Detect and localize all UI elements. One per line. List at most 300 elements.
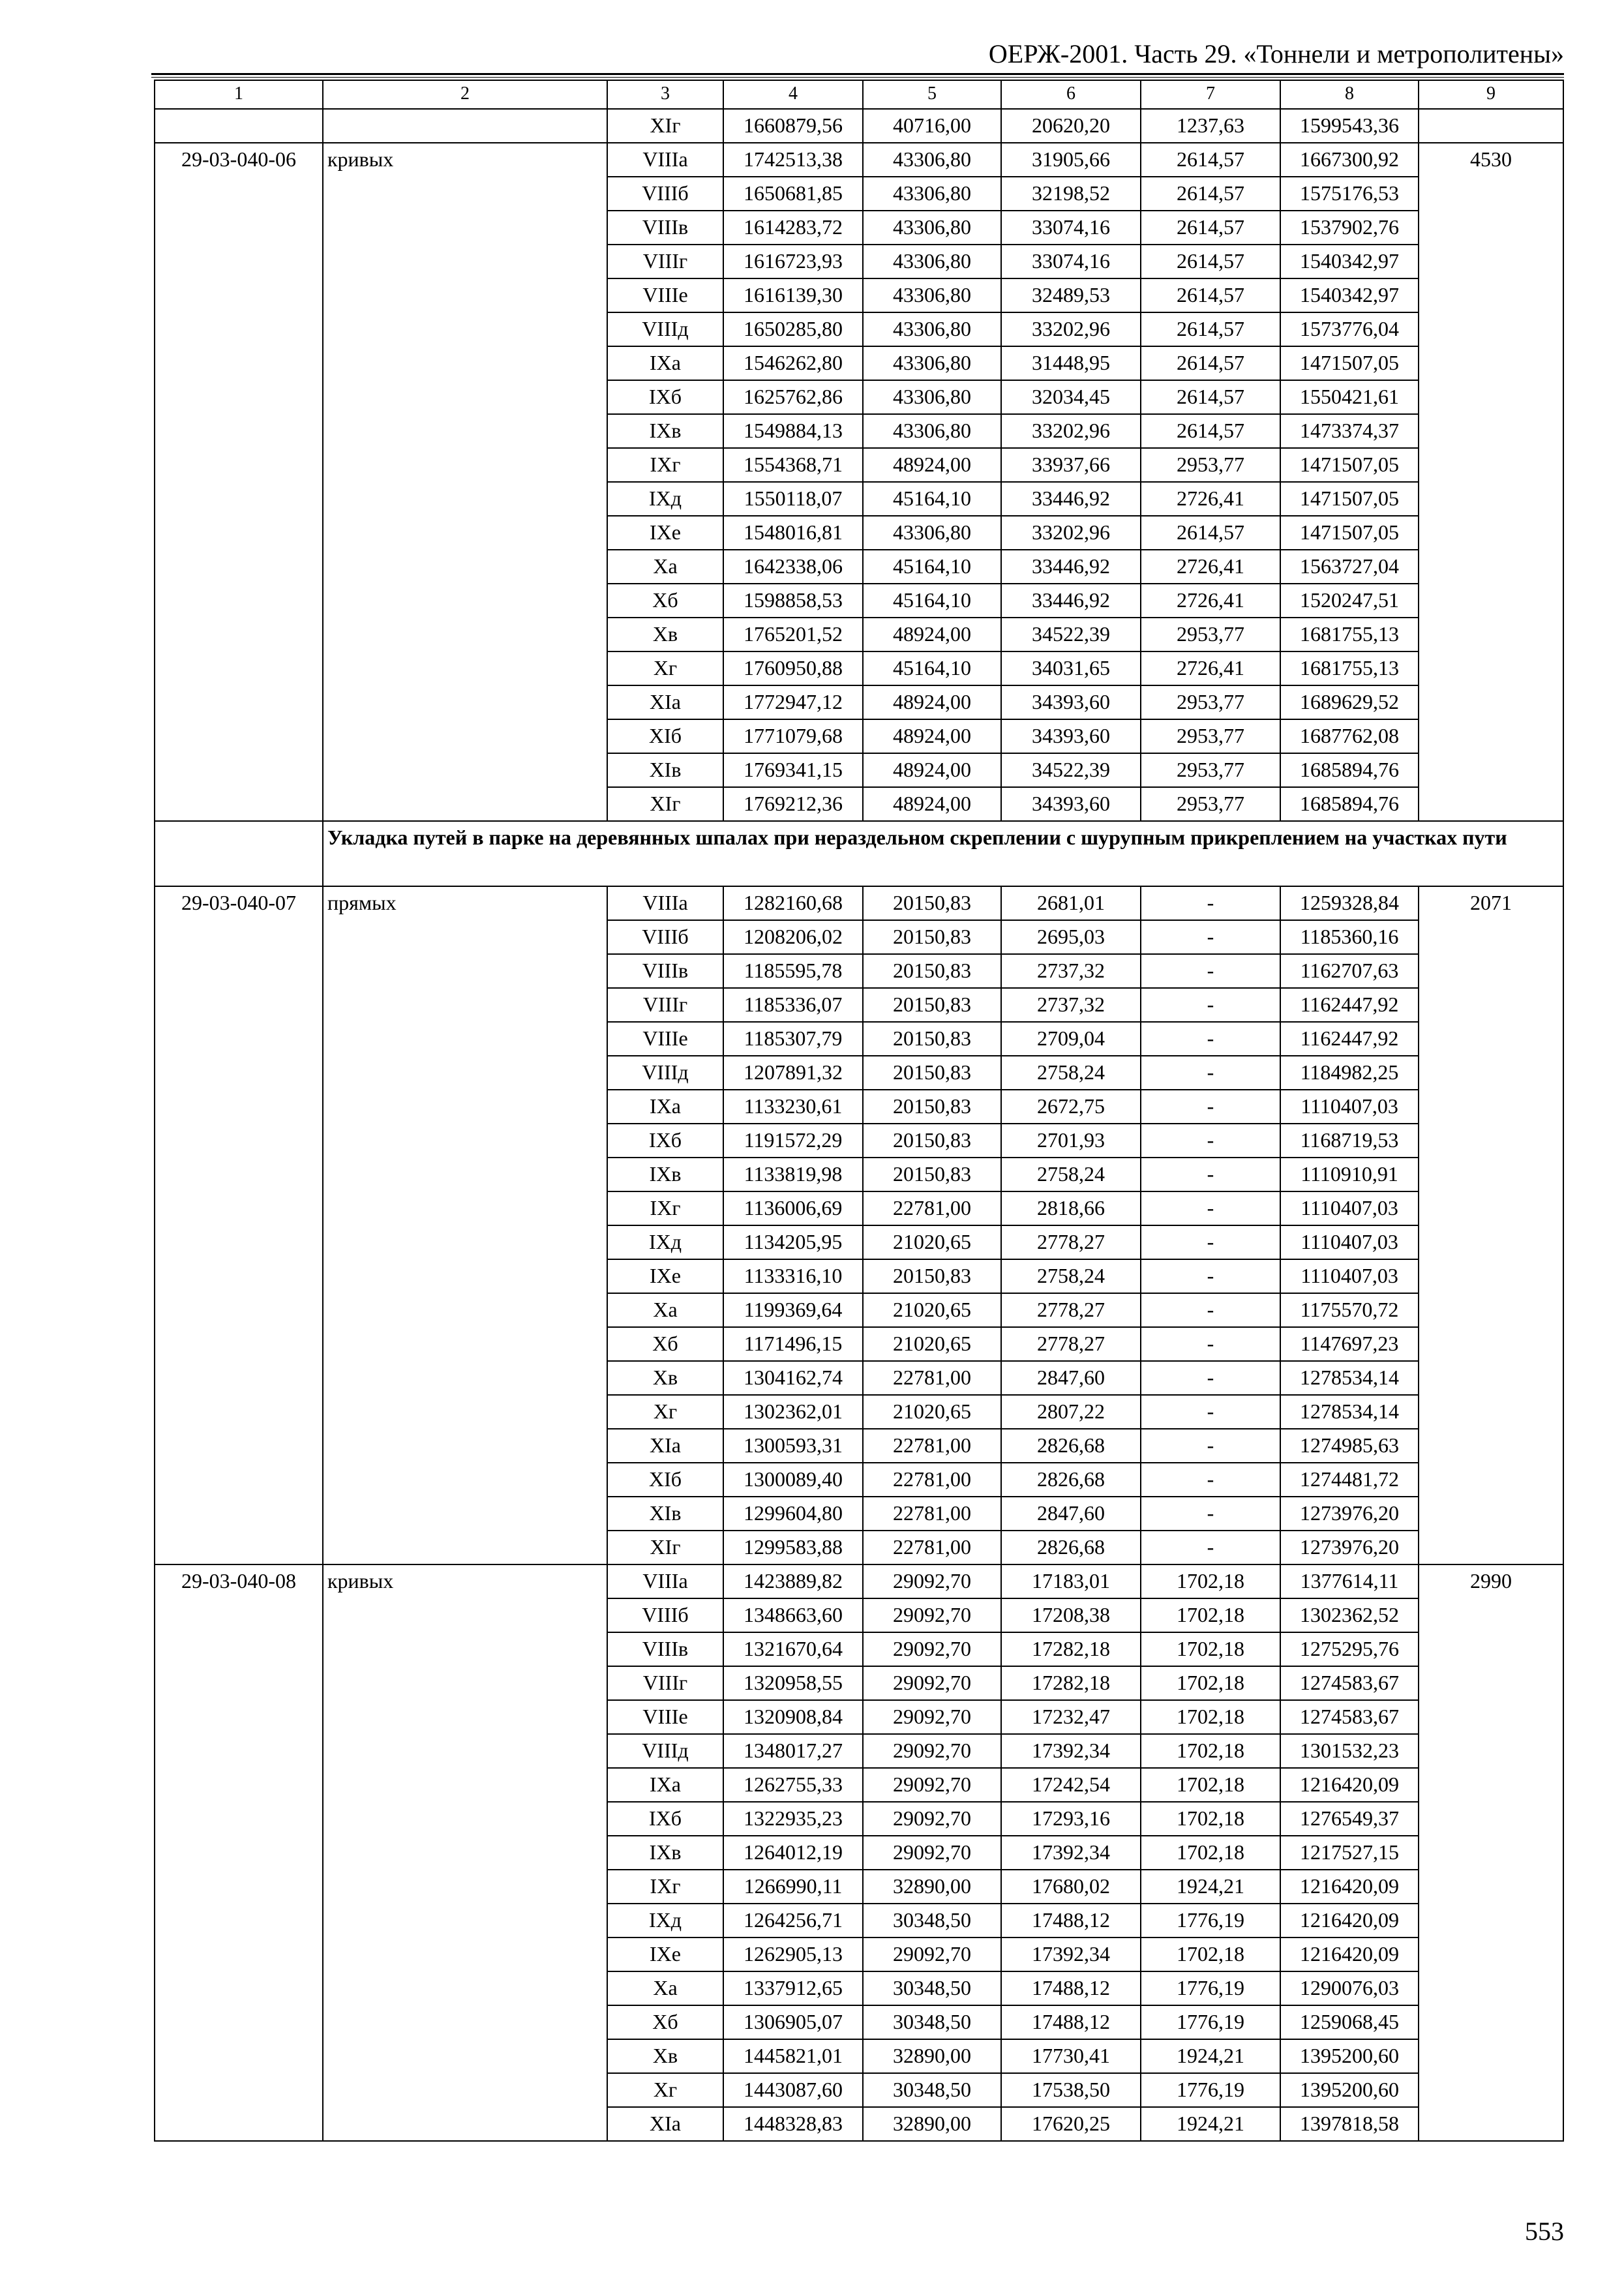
value-cell: 1702,18 [1141,1768,1280,1802]
value-cell: - [1141,1361,1280,1395]
value-cell: 1199369,64 [723,1293,863,1327]
table-row [155,2005,1563,2039]
value-cell: 1702,18 [1141,1802,1280,1836]
code-cell [155,346,323,380]
code-cell [155,1937,323,1971]
unit-value-cell [1419,1497,1563,1531]
value-cell: 1650285,80 [723,312,863,346]
value-cell: 17488,12 [1001,2005,1141,2039]
unit-value-cell [1419,1904,1563,1937]
unit-value-cell [1419,245,1563,278]
category-cell: VIIIб [607,177,723,211]
value-cell: 1278534,14 [1280,1361,1419,1395]
name-cell [323,2039,607,2073]
unit-value-cell [1419,278,1563,312]
value-cell: 1110407,03 [1280,1259,1419,1293]
value-cell: 45164,10 [863,584,1001,618]
value-cell: 1134205,95 [723,1225,863,1259]
value-cell: 43306,80 [863,177,1001,211]
value-cell: 2614,57 [1141,278,1280,312]
unit-value-cell [1419,920,1563,954]
unit-value-cell [1419,1022,1563,1056]
value-cell: - [1141,1497,1280,1531]
value-cell: - [1141,1056,1280,1090]
table-row [155,1022,1563,1056]
table-row [155,1937,1563,1971]
value-cell: 1702,18 [1141,1734,1280,1768]
table-body [155,80,1563,2141]
name-cell [323,448,607,482]
unit-value-cell [1419,312,1563,346]
value-cell: - [1141,1022,1280,1056]
value-cell: 1175570,72 [1280,1293,1419,1327]
category-cell: VIIIе [607,1022,723,1056]
category-cell: XIб [607,1463,723,1497]
table-row [155,346,1563,380]
code-cell [155,1531,323,1564]
value-cell: 1348017,27 [723,1734,863,1768]
value-cell: 1769212,36 [723,787,863,821]
code-cell [155,109,323,143]
value-cell: 22781,00 [863,1463,1001,1497]
value-cell: 2847,60 [1001,1497,1141,1531]
category-cell: VIIIд [607,1734,723,1768]
value-cell: 2778,27 [1001,1225,1141,1259]
value-cell: 2614,57 [1141,380,1280,414]
value-cell: 48924,00 [863,753,1001,787]
category-cell: VIIIд [607,1056,723,1090]
value-cell: 1448328,83 [723,2107,863,2141]
category-cell: XIб [607,719,723,753]
value-cell: 1443087,60 [723,2073,863,2107]
value-cell: 43306,80 [863,312,1001,346]
value-cell: 17392,34 [1001,1836,1141,1870]
value-cell: 1273976,20 [1280,1497,1419,1531]
table-row [155,584,1563,618]
value-cell: 1681755,13 [1280,618,1419,651]
value-cell: 1110407,03 [1280,1090,1419,1124]
code-cell: 29-03-040-08 [155,1564,323,1598]
code-cell [155,177,323,211]
table-row [155,550,1563,584]
value-cell: 1689629,52 [1280,685,1419,719]
name-cell [323,516,607,550]
table-row [155,278,1563,312]
unit-value-cell [1419,685,1563,719]
value-cell: 1274481,72 [1280,1463,1419,1497]
code-cell [155,1361,323,1395]
name-cell [323,1463,607,1497]
value-cell: 1274985,63 [1280,1429,1419,1463]
value-cell: 17392,34 [1001,1734,1141,1768]
unit-value-cell [1419,346,1563,380]
unit-value-cell [1419,1124,1563,1158]
table-row [155,1870,1563,1904]
value-cell: 1687762,08 [1280,719,1419,753]
code-cell [155,618,323,651]
code-cell [155,380,323,414]
name-cell [323,312,607,346]
category-cell: Xа [607,550,723,584]
code-cell [155,1327,323,1361]
value-cell: 21020,65 [863,1395,1001,1429]
unit-value-cell [1419,1191,1563,1225]
unit-value-cell [1419,516,1563,550]
value-cell: 29092,70 [863,1937,1001,1971]
value-cell: 33446,92 [1001,584,1141,618]
value-cell: 2953,77 [1141,448,1280,482]
value-cell: 1278534,14 [1280,1395,1419,1429]
value-cell: 1237,63 [1141,109,1280,143]
value-cell: 1537902,76 [1280,211,1419,245]
unit-value-cell [1419,1361,1563,1395]
value-cell: 1259328,84 [1280,886,1419,920]
category-cell: IXд [607,482,723,516]
code-cell [155,920,323,954]
value-cell: 33937,66 [1001,448,1141,482]
value-cell: 2695,03 [1001,920,1141,954]
name-cell [323,2107,607,2141]
column-number-row [155,80,1563,109]
value-cell: 1208206,02 [723,920,863,954]
value-cell: 1702,18 [1141,1666,1280,1700]
category-cell: VIIIа [607,1564,723,1598]
name-cell [323,1937,607,1971]
unit-value-cell [1419,482,1563,516]
value-cell: 43306,80 [863,143,1001,177]
value-cell: 17680,02 [1001,1870,1141,1904]
table-row [155,1632,1563,1666]
value-cell: 1110407,03 [1280,1191,1419,1225]
table-row [155,1225,1563,1259]
value-cell: 48924,00 [863,618,1001,651]
value-cell: 20150,83 [863,920,1001,954]
name-cell [323,211,607,245]
value-cell: 1276549,37 [1280,1802,1419,1836]
value-cell: 32890,00 [863,2107,1001,2141]
unit-value-cell [1419,618,1563,651]
unit-value-cell [1419,1531,1563,1564]
value-cell: - [1141,1531,1280,1564]
name-cell [323,1836,607,1870]
value-cell: - [1141,1395,1280,1429]
code-cell [155,753,323,787]
value-cell: 1769341,15 [723,753,863,787]
value-cell: 1185595,78 [723,954,863,988]
unit-value-cell [1419,211,1563,245]
unit-value-cell [1419,1259,1563,1293]
table-row [155,312,1563,346]
value-cell: 1110407,03 [1280,1225,1419,1259]
table-row [155,1734,1563,1768]
code-cell [155,1022,323,1056]
value-cell: 48924,00 [863,448,1001,482]
unit-value-cell [1419,2039,1563,2073]
table-row [155,886,1563,920]
value-cell: 1300089,40 [723,1463,863,1497]
value-cell: 1133230,61 [723,1090,863,1124]
category-cell: VIIIб [607,920,723,954]
value-cell: 2726,41 [1141,550,1280,584]
value-cell: 1282160,68 [723,886,863,920]
value-cell: 1772947,12 [723,685,863,719]
value-cell: 48924,00 [863,685,1001,719]
value-cell: 45164,10 [863,550,1001,584]
value-cell: 2953,77 [1141,753,1280,787]
category-cell: XIг [607,787,723,821]
value-cell: 1685894,76 [1280,787,1419,821]
code-cell [155,1971,323,2005]
unit-value-cell [1419,1463,1563,1497]
value-cell: 2953,77 [1141,685,1280,719]
value-cell: 1299604,80 [723,1497,863,1531]
value-cell: 2826,68 [1001,1463,1141,1497]
unit-value-cell [1419,1395,1563,1429]
code-cell [155,584,323,618]
value-cell: 1471507,05 [1280,482,1419,516]
value-cell: 1642338,06 [723,550,863,584]
category-cell: Xб [607,584,723,618]
column-number: 5 [863,80,1001,109]
unit-value-cell: 4530 [1419,143,1563,177]
value-cell: 2758,24 [1001,1158,1141,1191]
value-cell: 1395200,60 [1280,2073,1419,2107]
unit-value-cell [1419,1700,1563,1734]
table-row [155,1971,1563,2005]
category-cell: XIг [607,109,723,143]
table-row [155,2107,1563,2141]
value-cell: 20150,83 [863,1259,1001,1293]
name-cell [323,278,607,312]
category-cell: Xа [607,1971,723,2005]
value-cell: 1549884,13 [723,414,863,448]
unit-value-cell [1419,1666,1563,1700]
value-cell: 1168719,53 [1280,1124,1419,1158]
category-cell: IXг [607,1870,723,1904]
value-cell: - [1141,1259,1280,1293]
value-cell: 1216420,09 [1280,1768,1419,1802]
category-cell: IXв [607,414,723,448]
value-cell: 1321670,64 [723,1632,863,1666]
value-cell: 1471507,05 [1280,448,1419,482]
name-cell [323,719,607,753]
code-cell [155,1056,323,1090]
value-cell: 17282,18 [1001,1666,1141,1700]
value-cell: 1771079,68 [723,719,863,753]
value-cell: 1702,18 [1141,1700,1280,1734]
table-row [155,954,1563,988]
value-cell: 34522,39 [1001,753,1141,787]
value-cell: 1184982,25 [1280,1056,1419,1090]
category-cell: IXд [607,1225,723,1259]
value-cell: 1702,18 [1141,1937,1280,1971]
unit-value-cell [1419,1734,1563,1768]
value-cell: 2614,57 [1141,516,1280,550]
value-cell: 1625762,86 [723,380,863,414]
value-cell: 1550118,07 [723,482,863,516]
category-cell: Xв [607,1361,723,1395]
value-cell: 1924,21 [1141,2107,1280,2141]
name-cell [323,1632,607,1666]
name-cell [323,954,607,988]
unit-value-cell [1419,753,1563,787]
unit-value-cell: 2990 [1419,1564,1563,1598]
code-cell [155,2005,323,2039]
section-title: Укладка путей в парке на деревянных шпалах при нераздельном скреплении с шурупным прикреплением на участках пути [323,821,1563,886]
value-cell: 17242,54 [1001,1768,1141,1802]
code-cell [155,1632,323,1666]
name-cell [323,1327,607,1361]
category-cell: Xв [607,2039,723,2073]
unit-value-cell [1419,448,1563,482]
value-cell: 48924,00 [863,719,1001,753]
header-rule-thin [151,77,1564,78]
value-cell: - [1141,1158,1280,1191]
table-row [155,1056,1563,1090]
category-cell: Xг [607,1395,723,1429]
category-cell: XIв [607,753,723,787]
name-cell: кривых [323,143,607,177]
value-cell: 34393,60 [1001,685,1141,719]
value-cell: 1207891,32 [723,1056,863,1090]
value-cell: 43306,80 [863,516,1001,550]
table-row [155,685,1563,719]
value-cell: 17620,25 [1001,2107,1141,2141]
category-cell: IXг [607,1191,723,1225]
value-cell: - [1141,1463,1280,1497]
table-row [155,109,1563,143]
value-cell: - [1141,1225,1280,1259]
value-cell: 1776,19 [1141,2005,1280,2039]
value-cell: 1540342,97 [1280,245,1419,278]
value-cell: 30348,50 [863,1904,1001,1937]
value-cell: 1776,19 [1141,1904,1280,1937]
code-cell [155,1870,323,1904]
name-cell [323,1666,607,1700]
value-cell: 34393,60 [1001,787,1141,821]
value-cell: 1348663,60 [723,1598,863,1632]
value-cell: 34393,60 [1001,719,1141,753]
value-cell: 29092,70 [863,1632,1001,1666]
name-cell [323,1870,607,1904]
name-cell [323,414,607,448]
code-cell [155,1259,323,1293]
code-cell [155,211,323,245]
category-cell: Xа [607,1293,723,1327]
value-cell: 2953,77 [1141,618,1280,651]
code-cell [155,1904,323,1937]
value-cell: 20150,83 [863,988,1001,1022]
table-row [155,380,1563,414]
category-cell: VIIIв [607,211,723,245]
value-cell: 1397818,58 [1280,2107,1419,2141]
code-cell [155,1836,323,1870]
value-cell: 33202,96 [1001,312,1141,346]
category-cell: IXа [607,1090,723,1124]
value-cell: 2614,57 [1141,346,1280,380]
value-cell: 1275295,76 [1280,1632,1419,1666]
value-cell: 1274583,67 [1280,1700,1419,1734]
value-cell: 1302362,01 [723,1395,863,1429]
value-cell: - [1141,1191,1280,1225]
value-cell: 1685894,76 [1280,753,1419,787]
unit-value-cell [1419,1090,1563,1124]
code-cell [155,719,323,753]
value-cell: 1614283,72 [723,211,863,245]
value-cell: 1302362,52 [1280,1598,1419,1632]
table-row [155,1598,1563,1632]
unit-value-cell [1419,380,1563,414]
value-cell: 1320908,84 [723,1700,863,1734]
table-row [155,414,1563,448]
category-cell: IXа [607,1768,723,1802]
unit-value-cell [1419,414,1563,448]
value-cell: 17232,47 [1001,1700,1141,1734]
value-cell: 29092,70 [863,1598,1001,1632]
table-row [155,1564,1563,1598]
value-cell: 1133316,10 [723,1259,863,1293]
value-cell: 32034,45 [1001,380,1141,414]
name-cell [323,1734,607,1768]
name-cell [323,245,607,278]
value-cell: 1660879,56 [723,109,863,143]
category-cell: VIIIб [607,1598,723,1632]
code-cell: 29-03-040-07 [155,886,323,920]
table-row [155,448,1563,482]
value-cell: 20150,83 [863,886,1001,920]
name-cell [323,380,607,414]
value-cell: 29092,70 [863,1802,1001,1836]
name-cell [323,346,607,380]
value-cell: 20150,83 [863,954,1001,988]
code-cell [155,550,323,584]
value-cell: 1616139,30 [723,278,863,312]
value-cell: 29092,70 [863,1666,1001,1700]
code-cell [155,1463,323,1497]
category-cell: XIа [607,685,723,719]
table-row [155,482,1563,516]
unit-value-cell [1419,1429,1563,1463]
name-cell [323,109,607,143]
value-cell: 32198,52 [1001,177,1141,211]
value-cell: 32890,00 [863,1870,1001,1904]
name-cell [323,1395,607,1429]
name-cell [323,2073,607,2107]
value-cell: 1520247,51 [1280,584,1419,618]
value-cell: 1264256,71 [723,1904,863,1937]
value-cell: - [1141,1090,1280,1124]
unit-value-cell [1419,651,1563,685]
code-cell [155,2073,323,2107]
value-cell: 20150,83 [863,1090,1001,1124]
header-rule [151,73,1564,75]
value-cell: 2826,68 [1001,1429,1141,1463]
name-cell [323,1497,607,1531]
unit-value-cell [1419,719,1563,753]
category-cell: VIIIв [607,1632,723,1666]
value-cell: 1216420,09 [1280,1870,1419,1904]
code-cell [155,1497,323,1531]
name-cell [323,1191,607,1225]
value-cell: 30348,50 [863,1971,1001,2005]
value-cell: 1264012,19 [723,1836,863,1870]
code-cell [155,651,323,685]
value-cell: 1377614,11 [1280,1564,1419,1598]
value-cell: 22781,00 [863,1531,1001,1564]
unit-value-cell [1419,1225,1563,1259]
unit-value-cell [1419,2073,1563,2107]
code-cell [155,1090,323,1124]
